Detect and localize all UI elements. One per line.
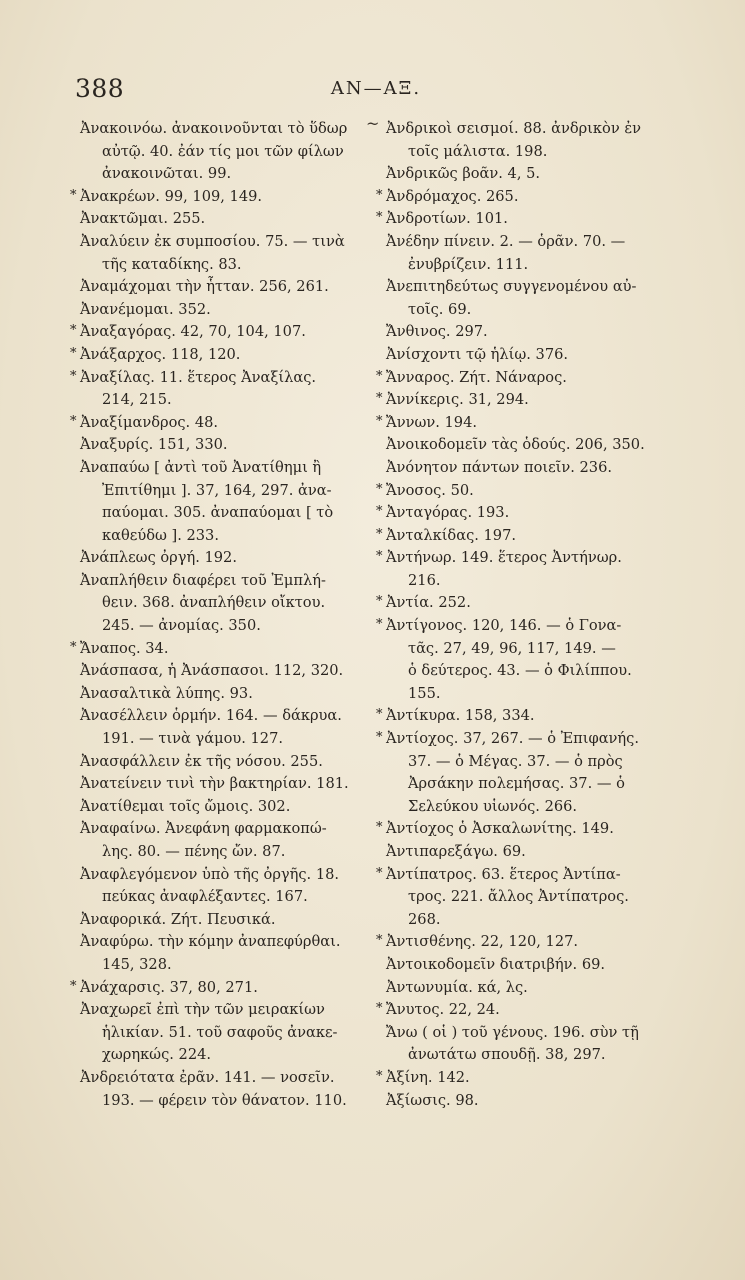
entry-headword-line: Ἄνυτος. 22, 24. <box>386 1001 500 1019</box>
index-entry <box>80 660 370 683</box>
entry-continuation-line: 155. <box>408 684 441 702</box>
star-marker: * <box>376 707 383 723</box>
entry-headword-line: Ἀνίσχοντι τῷ ἡλίῳ. 376. <box>386 345 569 363</box>
entry-headword-line: Ἀντίπατρος. 63. ἕτερος Ἀντίπα- <box>386 865 621 883</box>
star-marker: * <box>70 413 77 429</box>
entry-continuation-line: 193. — φέρειν τὸν θάνατον. 110. <box>102 1091 347 1109</box>
index-entry <box>376 864 670 932</box>
entry-headword-line: Ἀνασαλτικὰ λύπης. 93. <box>80 684 253 702</box>
entry-continuation-line: αὐτῷ. 40. ἐάν τίς μοι τῶν φίλων <box>102 142 344 160</box>
entry-headword-line: Ἄνω ( οἱ ) τοῦ γένους. 196. σὺν τῇ <box>386 1023 639 1041</box>
star-marker: * <box>376 413 383 429</box>
index-entry <box>80 931 370 976</box>
entry-headword-line: Ἀναμάχομαι τὴν ἧτταν. 256, 261. <box>80 278 329 296</box>
index-entry <box>376 480 670 503</box>
entry-headword-line: Ἀναξίμανδρος. 48. <box>80 413 219 431</box>
index-entry <box>80 1067 370 1112</box>
star-marker: * <box>376 391 383 407</box>
star-marker: * <box>376 820 383 836</box>
index-entry <box>80 751 370 774</box>
index-entry <box>80 773 370 796</box>
entry-continuation-line: πεύκας ἀναφλέξαντες. 167. <box>102 888 308 906</box>
entry-continuation-line: καθεύδω ]. 233. <box>102 526 219 544</box>
entry-continuation-line: χωρηκώς. 224. <box>102 1046 212 1064</box>
entry-continuation-line: τοῖς μάλιστα. 198. <box>408 142 548 160</box>
index-entry <box>80 570 370 638</box>
entry-continuation-line: τᾶς. 27, 49, 96, 117, 149. — <box>408 639 616 657</box>
entry-headword-line: Ἀνόνητον πάντων ποιεῖν. 236. <box>386 458 613 476</box>
star-marker: * <box>70 639 77 655</box>
entry-headword-line: Ἀνασφάλλειν ἐκ τῆς νόσου. 255. <box>80 752 323 770</box>
entry-continuation-line: Ἀρσάκην πολεμήσας. 37. — ὁ <box>408 775 625 793</box>
entry-headword-line: Ἀνάπλεως ὀργή. 192. <box>80 549 237 567</box>
index-entry <box>386 841 670 864</box>
entry-headword-line: Ἄναπος. 34. <box>80 639 169 657</box>
entry-headword-line: Ἀντία. 252. <box>386 594 471 612</box>
index-entry <box>70 186 370 209</box>
entry-continuation-line: Σελεύκου υἱωνός. 266. <box>408 797 578 815</box>
entry-continuation-line: 191. — τινὰ γάμου. 127. <box>102 730 284 748</box>
column-divider-mark: ~ <box>366 114 380 133</box>
entry-headword-line: Ἀναχωρεῖ ἐπὶ τὴν τῶν μειρακίων <box>80 1001 325 1019</box>
entry-headword-line: Ἀνασέλλειν ὁρμήν. 164. — δάκρυα. <box>80 707 342 725</box>
star-marker: * <box>70 323 77 339</box>
index-entry <box>376 186 670 209</box>
index-entry <box>386 231 670 276</box>
entry-headword-line: Ἄνναρος. Ζήτ. Νάναρος. <box>386 368 567 386</box>
index-entry <box>70 977 370 1000</box>
page-number: 388 <box>75 74 125 103</box>
star-marker: * <box>376 594 383 610</box>
index-entry <box>376 367 670 390</box>
index-entry <box>376 728 670 818</box>
star-marker: * <box>376 549 383 565</box>
star-marker: * <box>376 617 383 633</box>
entry-headword-line: Ἀνανέμομαι. 352. <box>80 300 211 318</box>
star-marker: * <box>70 187 77 203</box>
entry-headword-line: Ἀντήνωρ. 149. ἕτερος Ἀντήνωρ. <box>386 549 622 567</box>
index-entry <box>386 954 670 977</box>
index-entry <box>80 276 370 299</box>
index-entry <box>70 321 370 344</box>
index-entry <box>70 367 370 412</box>
entry-continuation-line: ἐνυβρίζειν. 111. <box>408 255 529 273</box>
index-entry <box>376 931 670 954</box>
entry-headword-line: Ἀναφύρω. τὴν κόμην ἀναπεφύρθαι. <box>80 933 341 951</box>
entry-continuation-line: 37. — ὁ Μέγας. 37. — ὁ πρὸς <box>408 752 623 770</box>
entry-headword-line: Ἀνταγόρας. 193. <box>386 504 510 522</box>
entry-headword-line: Ἄνοσος. 50. <box>386 481 474 499</box>
index-entry <box>80 208 370 231</box>
star-marker: * <box>70 978 77 994</box>
entry-headword-line: Ἀνάξαρχος. 118, 120. <box>80 345 241 363</box>
entry-headword-line: Ἀνοικοδομεῖν τὰς ὁδούς. 206, 350. <box>386 436 645 454</box>
entry-headword-line: Ἀντισθένης. 22, 120, 127. <box>386 933 579 951</box>
entry-headword-line: Ἀναφαίνω. Ἀνεφάνη φαρμακοπώ- <box>80 820 327 838</box>
index-entry <box>376 208 670 231</box>
index-entry <box>80 909 370 932</box>
index-entry <box>80 818 370 863</box>
index-entry <box>376 818 670 841</box>
index-entry <box>386 1022 670 1067</box>
entry-headword-line: Ἀντιπαρεξάγω. 69. <box>386 843 526 860</box>
star-marker: * <box>376 481 383 497</box>
entry-headword-line: Ἀνατίθεμαι τοῖς ὤμοις. 302. <box>80 797 291 815</box>
index-column-left <box>70 118 370 1112</box>
index-entry <box>376 547 670 592</box>
star-marker: * <box>376 933 383 949</box>
index-entry <box>80 547 370 570</box>
entry-continuation-line: 214, 215. <box>102 391 172 409</box>
entry-continuation-line: τρος. 221. ἄλλος Ἀντίπατρος. <box>408 888 629 906</box>
index-entry <box>70 412 370 435</box>
entry-continuation-line: 268. <box>408 910 441 928</box>
star-marker: * <box>70 368 77 384</box>
entry-continuation-line: ἡλικίαν. 51. τοῦ σαφοῦς ἀνακε- <box>102 1023 338 1041</box>
index-entry <box>386 163 670 186</box>
index-entry <box>80 705 370 750</box>
entry-headword-line: Ἀνατείνειν τινὶ τὴν βακτηρίαν. 181. <box>80 775 349 793</box>
entry-headword-line: Ἀνάχαρσις. 37, 80, 271. <box>80 978 258 996</box>
entry-headword-line: Ἀννίκερις. 31, 294. <box>386 391 529 409</box>
entry-continuation-line: ἀνακοινῶται. 99. <box>102 165 232 183</box>
entry-headword-line: Ἀνδροτίων. 101. <box>386 210 508 228</box>
entry-continuation-line: Ἐπιτίθημι ]. 37, 164, 297. ἀνα- <box>102 481 332 499</box>
entry-headword-line: Ἄννων. 194. <box>386 413 477 431</box>
entry-headword-line: Ἀνδρόμαχος. 265. <box>386 187 519 205</box>
entry-headword-line: Ἀνακοινόω. ἀνακοινοῦνται τὸ ὕδωρ <box>80 120 348 137</box>
star-marker: * <box>376 1068 383 1084</box>
entry-continuation-line: 245. — ἀνομίας. 350. <box>102 617 261 635</box>
entry-headword-line: Ἀνακτῶμαι. 255. <box>80 210 206 228</box>
entry-headword-line: Ἀνεπιτηδεύτως συγγενομένου αὐ- <box>386 278 637 296</box>
index-entry <box>386 321 670 344</box>
index-entry <box>80 999 370 1067</box>
star-marker: * <box>376 368 383 384</box>
entry-headword-line: Ἀναπλήθειν διαφέρει τοῦ Ἐμπλή- <box>80 571 326 589</box>
index-entry <box>80 118 370 186</box>
index-entry <box>386 1090 670 1113</box>
index-entry <box>80 299 370 322</box>
star-marker: * <box>376 210 383 226</box>
index-entry <box>386 434 670 457</box>
running-head: ΑΝ—ΑΞ. <box>330 78 422 99</box>
entry-headword-line: Ἀναφλεγόμενον ὑπὸ τῆς ὀργῆς. 18. <box>80 865 340 883</box>
entry-headword-line: Ἀναλύειν ἐκ συμποσίου. 75. — τινὰ <box>80 232 345 250</box>
index-entry <box>376 1067 670 1090</box>
index-entry <box>376 705 670 728</box>
entry-headword-line: Ἀνέδην πίνειν. 2. — ὁρᾶν. 70. — <box>386 232 626 250</box>
index-entry <box>386 457 670 480</box>
entry-headword-line: Ἀναξαγόρας. 42, 70, 104, 107. <box>80 323 306 341</box>
index-entry <box>376 525 670 548</box>
index-entry <box>376 389 670 412</box>
index-entry <box>80 864 370 909</box>
index-column-right <box>376 118 670 1112</box>
index-entry <box>376 999 670 1022</box>
entry-headword-line: Ἀναφορικά. Ζήτ. Πευσικά. <box>80 910 276 928</box>
entry-continuation-line: τοῖς. 69. <box>408 300 472 318</box>
index-entry <box>386 344 670 367</box>
entry-continuation-line: λης. 80. — πένης ὤν. 87. <box>102 843 286 860</box>
star-marker: * <box>376 504 383 520</box>
entry-headword-line: Ἀνδρικοὶ σεισμοί. 88. ἀνδρικὸν ἐν <box>386 120 642 137</box>
entry-headword-line: Ἀνακρέων. 99, 109, 149. <box>80 187 263 205</box>
index-entry <box>376 615 670 705</box>
index-entry <box>386 118 670 163</box>
index-entry <box>70 638 370 661</box>
index-entry <box>80 457 370 547</box>
index-entry <box>386 276 670 321</box>
index-entry <box>70 344 370 367</box>
star-marker: * <box>376 1001 383 1017</box>
entry-continuation-line: 145, 328. <box>102 955 172 973</box>
page-header <box>75 74 677 108</box>
entry-headword-line: Ἀνδρικῶς βοᾶν. 4, 5. <box>386 165 541 183</box>
entry-headword-line: Ἀντίοχος. 37, 267. — ὁ Ἐπιφανής. <box>386 730 639 748</box>
star-marker: * <box>376 865 383 881</box>
entry-continuation-line: τῆς καταδίκης. 83. <box>102 255 242 273</box>
index-entry <box>80 796 370 819</box>
entry-headword-line: Ἀντίγονος. 120, 146. — ὁ Γονα- <box>386 617 622 635</box>
entry-headword-line: Ἀνάσπασα, ἡ Ἀνάσπασοι. 112, 320. <box>80 662 344 680</box>
entry-headword-line: Ἀνταλκίδας. 197. <box>386 526 517 544</box>
entry-headword-line: Ἀναπαύω [ ἀντὶ τοῦ Ἀνατίθημι ἢ <box>80 458 322 476</box>
entry-continuation-line: θειν. 368. ἀναπλήθειν οἴκτου. <box>102 594 326 612</box>
entry-headword-line: Ἀντίκυρα. 158, 334. <box>386 707 535 725</box>
index-entry <box>376 592 670 615</box>
entry-continuation-line: παύομαι. 305. ἀναπαύομαι [ τὸ <box>102 504 334 522</box>
star-marker: * <box>376 730 383 746</box>
entry-headword-line: Ἀνδρειότατα ἐρᾶν. 141. — νοσεῖν. <box>80 1068 335 1086</box>
entry-headword-line: Ἀξίωσις. 98. <box>386 1091 479 1109</box>
entry-headword-line: Ἀναξίλας. 11. ἕτερος Ἀναξίλας. <box>80 368 317 386</box>
entry-headword-line: Ἀξίνη. 142. <box>386 1068 470 1086</box>
index-entry <box>376 502 670 525</box>
entry-continuation-line: ἀνωτάτω σπουδῇ. 38, 297. <box>408 1046 606 1064</box>
star-marker: * <box>376 526 383 542</box>
entry-continuation-line: 216. <box>408 571 441 589</box>
index-entry <box>80 231 370 276</box>
entry-headword-line: Ἀντωνυμία. κά, λς. <box>386 978 528 996</box>
star-marker: * <box>70 345 77 361</box>
entry-headword-line: Ἄνθινος. 297. <box>386 323 488 341</box>
index-entry <box>386 977 670 1000</box>
entry-headword-line: Ἀναξυρίς. 151, 330. <box>80 436 228 454</box>
index-entry <box>80 683 370 706</box>
entry-headword-line: Ἀντίοχος ὁ Ἀσκαλωνίτης. 149. <box>386 820 614 838</box>
star-marker: * <box>376 187 383 203</box>
index-entry <box>376 412 670 435</box>
entry-continuation-line: ὁ δεύτερος. 43. — ὁ Φιλίππου. <box>408 662 632 680</box>
entry-headword-line: Ἀντοικοδομεῖν διατριβήν. 69. <box>386 955 606 973</box>
index-entry <box>80 434 370 457</box>
